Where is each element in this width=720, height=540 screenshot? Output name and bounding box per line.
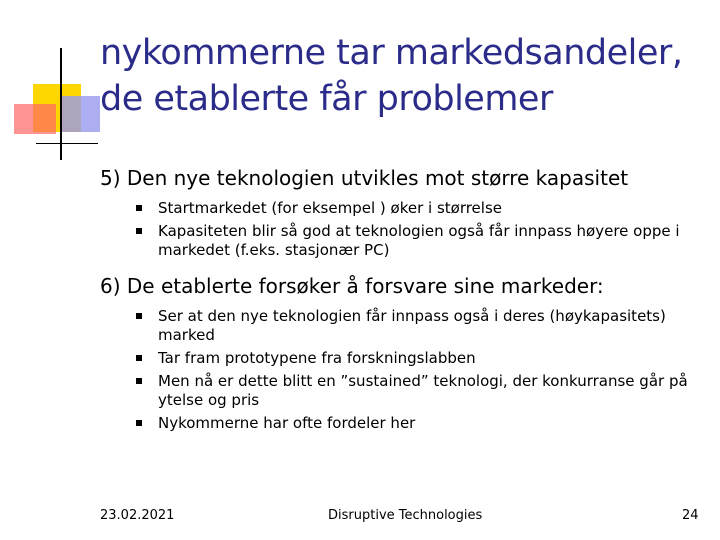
bullet-text: Kapasiteten blir så god at teknologien også får innpass høyere oppe i markedet (f.eks. stasjonær PC) — [158, 222, 680, 259]
square-bullet-icon — [136, 205, 142, 211]
footer-title: Disruptive Technologies — [328, 508, 483, 523]
square-bullet-icon — [136, 228, 142, 234]
slide-title — [100, 30, 710, 122]
list-item — [136, 372, 706, 410]
list-item — [136, 349, 706, 368]
section-6-bullet-list — [136, 307, 706, 437]
list-item — [136, 414, 706, 433]
square-bullet-icon — [136, 420, 142, 426]
square-bullet-icon — [136, 378, 142, 384]
list-item — [136, 307, 706, 345]
square-bullet-icon — [136, 313, 142, 319]
bullet-text: Men nå er dette blitt en ”sustained” teknologi, der konkurranse går på ytelse og pris — [158, 372, 688, 409]
decor-red-square — [14, 104, 56, 134]
footer-date: 23.02.2021 — [100, 508, 175, 523]
section-heading-5: 5) Den nye teknologien utvikles mot større kapasitet — [100, 166, 629, 190]
square-bullet-icon — [136, 355, 142, 361]
slide-title-line-2: de etablerte får problemer — [100, 79, 553, 119]
bullet-text: Ser at den nye teknologien får innpass også i deres (høykapasitets) marked — [158, 307, 666, 344]
decor-blue-square — [60, 96, 100, 132]
list-item — [136, 222, 706, 260]
slide-title-line-1: nykommerne tar markedsandeler, — [100, 33, 683, 73]
decor-horizontal-line — [36, 143, 98, 144]
bullet-text: Tar fram prototypene fra forskningslabben — [158, 349, 476, 367]
section-5-bullet-list — [136, 199, 706, 264]
list-item — [136, 199, 706, 218]
section-heading-6: 6) De etablerte forsøker å forsvare sine markeder: — [100, 274, 604, 298]
bullet-text: Startmarkedet (for eksempel ) øker i størrelse — [158, 199, 502, 217]
bullet-text: Nykommerne har ofte fordeler her — [158, 414, 416, 432]
footer-page-number: 24 — [682, 508, 699, 523]
